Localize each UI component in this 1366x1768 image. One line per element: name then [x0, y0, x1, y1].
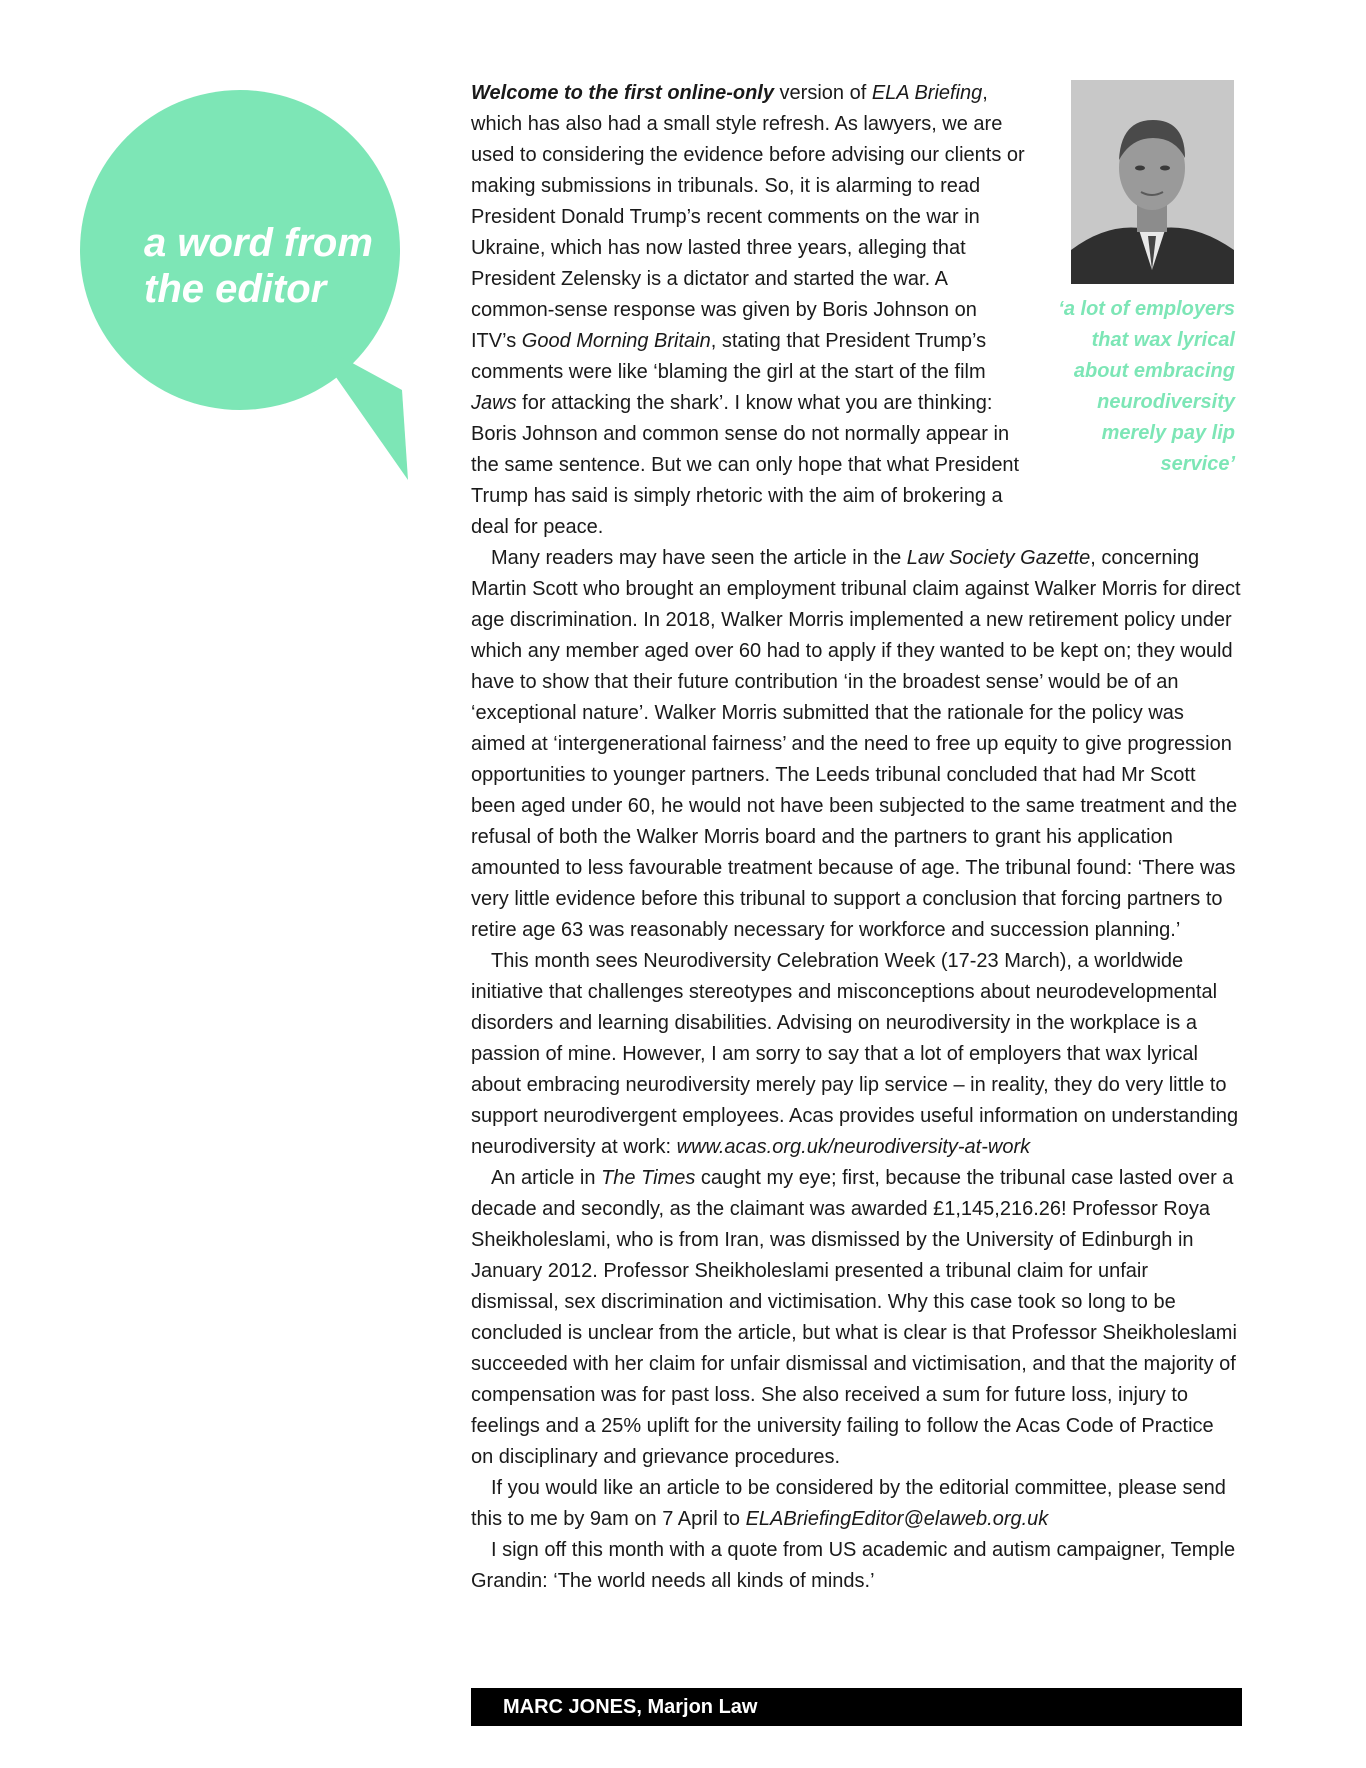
text-run: Many readers may have seen the article in the: [491, 547, 907, 569]
publication-title: Law Society Gazette: [906, 547, 1091, 569]
paragraph-intro: [471, 78, 1026, 543]
speech-bubble: [80, 80, 420, 480]
acas-link[interactable]: www.acas.org.uk/neurodiversity-at-work: [676, 1136, 1031, 1158]
publication-title: ELA Briefing: [871, 82, 983, 104]
paragraph-times-article: [471, 1163, 1241, 1473]
film-title: Jaws: [471, 392, 517, 414]
text-run: for attacking the shark’. I know what you are thinking: Boris Johnson and common sense do not normally appear in the same sentence. But we can only hope that what President Trump has said is simply rhetoric with the aim of brokering a deal for peace.: [471, 392, 1020, 538]
text-run: caught my eye; first, because the tribunal case lasted over a decade and secondly, as the claimant was awarded £1,145,216.26! Professor Roya Sheikholeslami, who is from Iran, was dismissed by the University of Edinburgh in January 2012. Professor Sheikholeslami presented a tribunal claim for unfair dismissal, sex discrimination and victimisation. Why this case took so long to be concluded is unclear from the article, but what is clear is that Professor Sheikholeslami succeeded with her claim for unfair dismissal and victimisation, and that the majority of compensation was for past loss. She also received a sum for future loss, injury to feelings and a 25% uplift for the university failing to follow the Acas Code of Practice on disciplinary and grievance procedures.: [471, 1167, 1237, 1468]
publication-title: The Times: [601, 1167, 696, 1189]
text-run: An article in: [491, 1167, 602, 1189]
text-run: , concerning Martin Scott who brought an employment tribunal claim against Walker Morris for direct age discrimination. In 2018, Walker Morris implemented a new retirement policy under which any member aged over 60 had to apply if they wanted to be kept on; they would have to show that their future contribution ‘in the broadest sense’ would be of an ‘exceptional nature’. Walker Morris submitted that the rationale for the policy was aimed at ‘intergenerational fairness’ and the need to free up equity to give progression opportunities to younger partners. The Leeds tribunal concluded that had Mr Scott been aged under 60, he would not have been subjected to the same treatment and the refusal of both the Walker Morris board and the partners to grant his application amounted to less favourable treatment because of age. The tribunal found: ‘There was very little evidence before this tribunal to support a conclusion that forcing partners to retire age 63 was reasonably necessary for workforce and succession planning.’: [471, 547, 1241, 941]
paragraph-walker-morris: [471, 543, 1241, 946]
paragraph-signoff-quote: [471, 1535, 1241, 1597]
text-run: I sign off this month with a quote from US academic and autism campaigner, Temple Grandin: ‘The world needs all kinds of minds.’: [471, 1539, 1236, 1592]
pull-quote: ‘a lot of employers that wax lyrical about embracing neurodiversity merely pay lip service’: [1058, 298, 1235, 475]
text-run: , stating that President Trump’s comments were like ‘blaming the girl at the start of the film: [471, 330, 987, 383]
text-run: If you would like an article to be considered by the editorial committee, please send this to me by 9am on 7 April to: [471, 1477, 1226, 1530]
text-run: version of: [774, 82, 872, 104]
article-body: [471, 78, 1241, 1597]
intro-lead: Welcome to the first online-only: [471, 82, 774, 104]
paragraph-submissions: [471, 1473, 1241, 1535]
editor-email-link[interactable]: ELABriefingEditor@elaweb.org.uk: [745, 1508, 1049, 1530]
author-signoff-bar: MARC JONES, Marjon Law: [471, 1688, 1242, 1726]
section-title: a word from the editor: [144, 221, 373, 311]
text-run: , which has also had a small style refresh. As lawyers, we are used to considering the evidence before advising our clients or making submissions in tribunals. So, it is alarming to read President Donald Trump’s recent comments on the war in Ukraine, which has now lasted three years, alleging that President Zelensky is a dictator and started the war. A common-sense response was given by Boris Johnson on ITV’s: [471, 82, 1025, 352]
paragraph-neurodiversity: [471, 946, 1241, 1163]
text-run: This month sees Neurodiversity Celebration Week (17-23 March), a worldwide initiative that challenges stereotypes and misconceptions about neurodevelopmental disorders and learning disabilities. Advising on neurodiversity in the workplace is a passion of mine. However, I am sorry to say that a lot of employers that wax lyrical about embracing neurodiversity merely pay lip service – in reality, they do very little to support neurodivergent employees. Acas provides useful information on understanding neurodiversity at work:: [471, 950, 1239, 1158]
programme-title: Good Morning Britain: [521, 330, 711, 352]
